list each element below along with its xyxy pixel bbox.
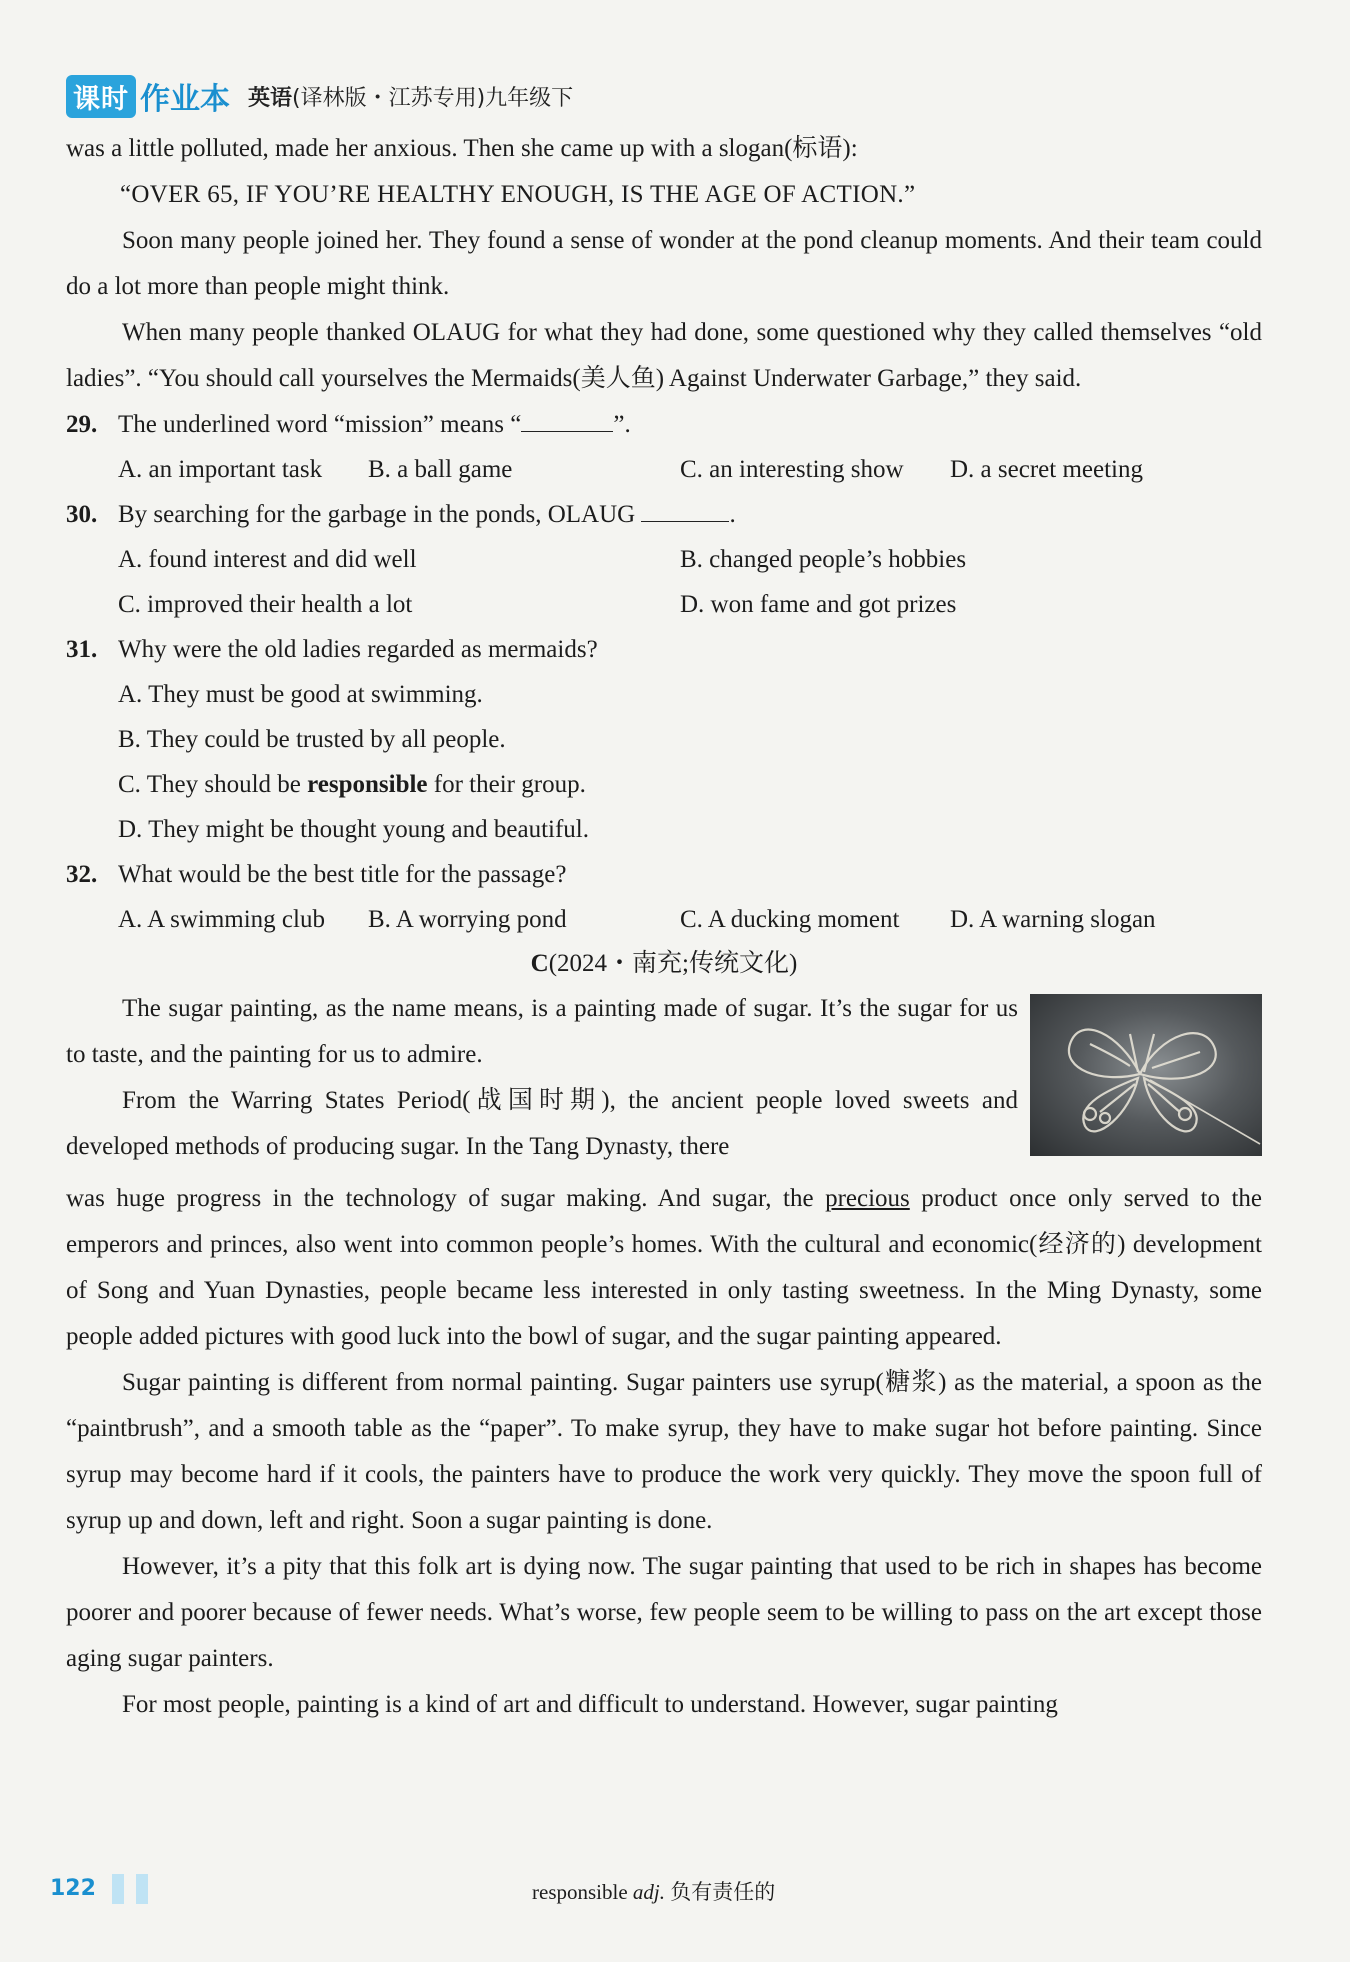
- question-number: 31.: [66, 636, 98, 663]
- option-a[interactable]: A. They must be good at swimming.: [118, 681, 483, 708]
- paragraph: Soon many people joined her. They found a sense of wonder at the pond cleanup moments. And their team could do a lot more than people might think.: [66, 227, 1262, 300]
- section-title: [66, 942, 1262, 986]
- question-29: [66, 402, 1262, 447]
- footnote-word: responsible: [532, 1880, 628, 1904]
- question-31: [66, 627, 1262, 672]
- question-text: [118, 402, 1262, 447]
- paragraph: However, it’s a pity that this folk art is dying now. The sugar painting that used to be rich in shapes has become poorer and poorer because of fewer needs. What’s worse, few people seem to be willing to pass on the art except those aging sugar painters.: [66, 1553, 1262, 1672]
- section-letter: C: [530, 950, 549, 977]
- option-c[interactable]: C. an interesting show: [680, 456, 904, 483]
- decorative-bar: [112, 1874, 124, 1904]
- publisher-logo: [66, 74, 230, 118]
- paragraph: When many people thanked OLAUG for what they had done, some questioned why they called themselves “old ladies”. “You should call yourselves the Mermaids(美人鱼) Against Underwater Garbage,” they said.: [66, 319, 1262, 392]
- paragraph: Sugar painting is different from normal painting. Sugar painters use syrup(糖浆) as the material, a spoon as the “paintbrush”, and a smooth table as the “paper”. To make syrup, they have to make sugar hot before painting. Since syrup may become hard if it cools, the painters have to produce the work very quickly. They move the spoon full of syrup up and down, left and right. Soon a sugar painting is done.: [66, 1369, 1262, 1534]
- option-b[interactable]: B. A worrying pond: [368, 906, 567, 933]
- option-a[interactable]: A. found interest and did well: [118, 546, 417, 573]
- option-c[interactable]: C. improved their health a lot: [118, 591, 413, 618]
- slogan: “OVER 65, IF YOU’RE HEALTHY ENOUGH, IS THE AGE OF ACTION.”: [120, 181, 916, 208]
- option-c[interactable]: C. A ducking moment: [680, 906, 900, 933]
- paragraph-text: was huge progress in the technology of sugar making. And sugar, the: [66, 1185, 826, 1212]
- question-stem: The underlined word “mission” means “: [118, 411, 522, 438]
- paragraph-continued: [66, 1176, 1262, 1360]
- option-d[interactable]: D. a secret meeting: [950, 456, 1143, 483]
- option-b[interactable]: B. They could be trusted by all people.: [118, 726, 506, 753]
- question-text: [118, 492, 1262, 537]
- page-header: [66, 74, 573, 118]
- question-30: [66, 492, 1262, 537]
- sugar-painting-photo: [1030, 994, 1262, 1156]
- question-end: ”.: [613, 411, 631, 438]
- page-content: [66, 126, 1262, 1728]
- paragraph: The sugar painting, as the name means, is a painting made of sugar. It’s the sugar for us to taste, and the painting for us to admire.: [66, 995, 1018, 1068]
- vocabulary-footnote: [532, 1876, 775, 1906]
- options-row: [66, 537, 1262, 582]
- page-number: 122: [50, 1876, 96, 1901]
- question-stem: By searching for the garbage in the ponds, OLAUG: [118, 501, 636, 528]
- option-b[interactable]: B. a ball game: [368, 456, 513, 483]
- edition-label: (译林版・江苏专用)九年级下: [292, 85, 574, 111]
- subject-label: [248, 81, 573, 112]
- option-a[interactable]: A. A swimming club: [118, 906, 325, 933]
- option-b[interactable]: B. changed people’s hobbies: [680, 546, 967, 573]
- option-a[interactable]: A. an important task: [118, 456, 323, 483]
- options-row: [66, 447, 1262, 492]
- glossed-word: responsible: [307, 771, 428, 798]
- footnote-meaning: 负有责任的: [670, 1880, 776, 1904]
- passage-line: was a little polluted, made her anxious. Then she came up with a slogan(标语):: [66, 135, 858, 162]
- logo-badge: 课时: [66, 75, 136, 118]
- logo-text: 作业本: [140, 82, 230, 117]
- question-text: What would be the best title for the passage?: [118, 861, 567, 888]
- paragraph: From the Warring States Period(战国时期), the ancient people loved sweets and developed methods of producing sugar. In the Tang Dynasty, there: [66, 1087, 1018, 1160]
- option-d[interactable]: D. A warning slogan: [950, 906, 1156, 933]
- question-text: Why were the old ladies regarded as mermaids?: [118, 636, 598, 663]
- paragraph: For most people, painting is a kind of art and difficult to understand. However, sugar painting: [122, 1691, 1058, 1718]
- sugar-butterfly-icon: [1030, 994, 1262, 1156]
- question-number: 29.: [66, 411, 98, 438]
- footnote-pos: adj.: [632, 1880, 665, 1904]
- option-c[interactable]: [66, 762, 1262, 807]
- question-number: 30.: [66, 501, 98, 528]
- passage-with-photo: [66, 986, 1262, 1176]
- question-end: .: [729, 501, 736, 528]
- decorative-bar: [136, 1874, 148, 1904]
- section-source: (2024・南充;传统文化): [548, 950, 798, 977]
- option-text: for their group.: [427, 771, 586, 798]
- option-text: C. They should be: [118, 771, 308, 798]
- subject-name: 英语: [248, 85, 293, 111]
- question-number: 32.: [66, 861, 98, 888]
- option-d[interactable]: D. They might be thought young and beautiful.: [118, 816, 589, 843]
- paragraph-text: product once only served to the emperors and princes, also went into common people’s homes. With the cultural and economic(经济的) development of Song and Yuan Dynasties, people became less interested in only tasting sweetness. In the Ming Dynasty, some people added pictures with good luck into the bowl of sugar, and the sugar painting appeared.: [66, 1185, 1262, 1350]
- question-32: [66, 852, 1262, 897]
- underlined-word: precious: [825, 1185, 910, 1212]
- answer-blank[interactable]: [521, 407, 613, 432]
- answer-blank[interactable]: [641, 497, 729, 522]
- options-row: [66, 897, 1262, 942]
- option-d[interactable]: D. won fame and got prizes: [680, 591, 957, 618]
- options-row: [66, 582, 1262, 627]
